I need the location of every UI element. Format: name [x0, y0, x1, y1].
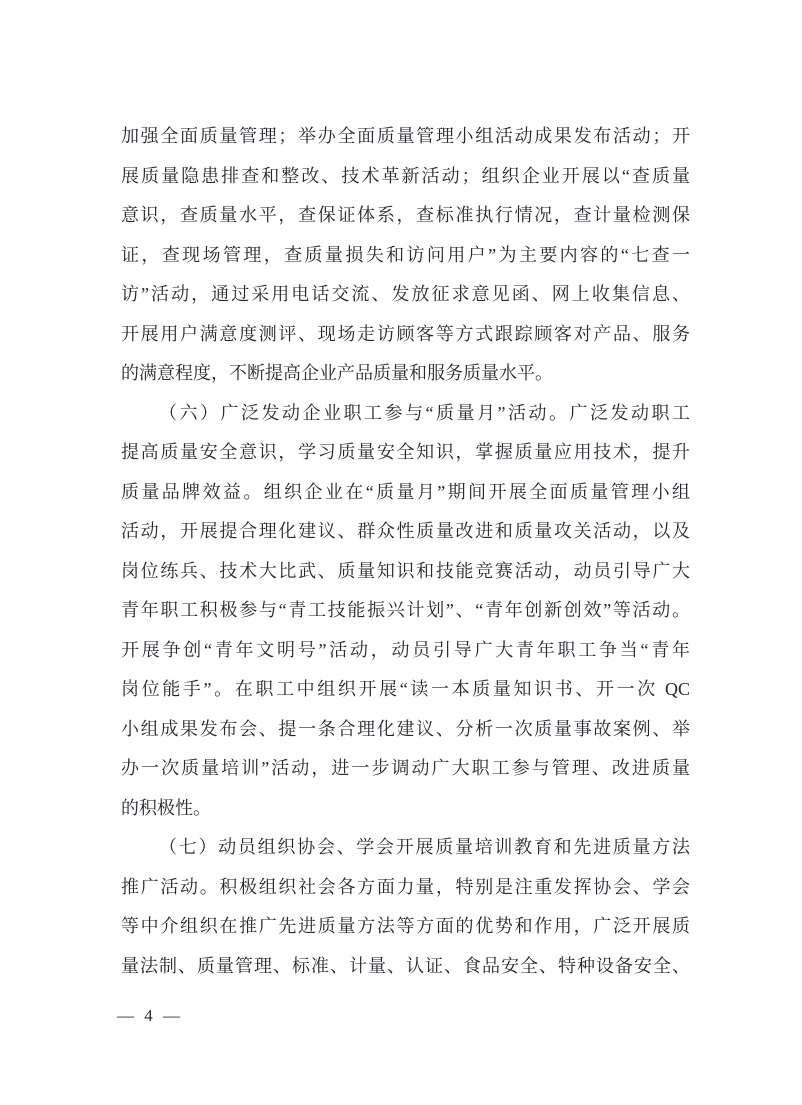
text-line: （六）广泛发动企业职工参与“质量月”活动。广泛发动职工 [159, 402, 690, 423]
text-line: 证，查现场管理，查质量损失和访问用户”为主要内容的“七查一 [121, 244, 690, 265]
text-line: 的积极性。 [121, 797, 211, 818]
text-line: 等中介组织在推广先进质量方法等方面的优势和作用，广泛开展质 [121, 916, 690, 936]
paragraph-item-7 [121, 828, 690, 986]
text-line: 开展争创“青年文明号”活动，动员引导广大青年职工争当“青年 [121, 639, 690, 660]
text-line: 意识，查质量水平，查保证体系，查标准执行情况，查计量检测保 [121, 205, 690, 225]
text-line: 质量品牌效益。组织企业在“质量月”期间开展全面质量管理小组 [121, 481, 690, 502]
text-line: 活动，开展提合理化建议、群众性质量改进和质量攻关活动，以及 [121, 521, 690, 541]
page-number: — 4 — [117, 1006, 183, 1025]
text-line: （七）动员组织协会、学会开展质量培训教育和先进质量方法 [159, 837, 690, 857]
text-line: 岗位练兵、技术大比武、质量知识和技能竞赛活动，动员引导广大 [121, 560, 690, 581]
text-line: 量法制、质量管理、标准、计量、认证、食品安全、特种设备安全、 [121, 955, 690, 976]
text-line: 小组成果发布会、提一条合理化建议、分析一次质量事故案例、举 [121, 718, 690, 739]
document-text-block [121, 117, 690, 986]
paragraph-continuation [121, 117, 690, 394]
text-line: 开展用户满意度测评、现场走访顾客等方式跟踪顾客对产品、服务 [121, 323, 690, 344]
text-line: 访”活动，通过采用电话交流、发放征求意见函、网上收集信息、 [121, 284, 690, 304]
text-line: 岗位能手”。在职工中组织开展“读一本质量知识书、开一次 QC [121, 679, 690, 699]
text-line: 提高质量安全意识，学习质量安全知识，掌握质量应用技术，提升 [121, 442, 690, 462]
text-line: 加强全面质量管理；举办全面质量管理小组活动成果发布活动；开 [121, 126, 690, 146]
text-line: 办一次质量培训”活动，进一步调动广大职工参与管理、改进质量 [121, 758, 690, 778]
text-line: 的满意程度，不断提高企业产品质量和服务质量水平。 [121, 363, 553, 383]
text-line: 展质量隐患排查和整改、技术革新活动；组织企业开展以“查质量 [121, 165, 690, 186]
text-line: 青年职工积极参与“青工技能振兴计划”、“青年创新创效”等活动。 [121, 600, 690, 620]
paragraph-item-6 [121, 394, 690, 829]
text-line: 推广活动。积极组织社会各方面力量，特别是注重发挥协会、学会 [121, 876, 690, 897]
